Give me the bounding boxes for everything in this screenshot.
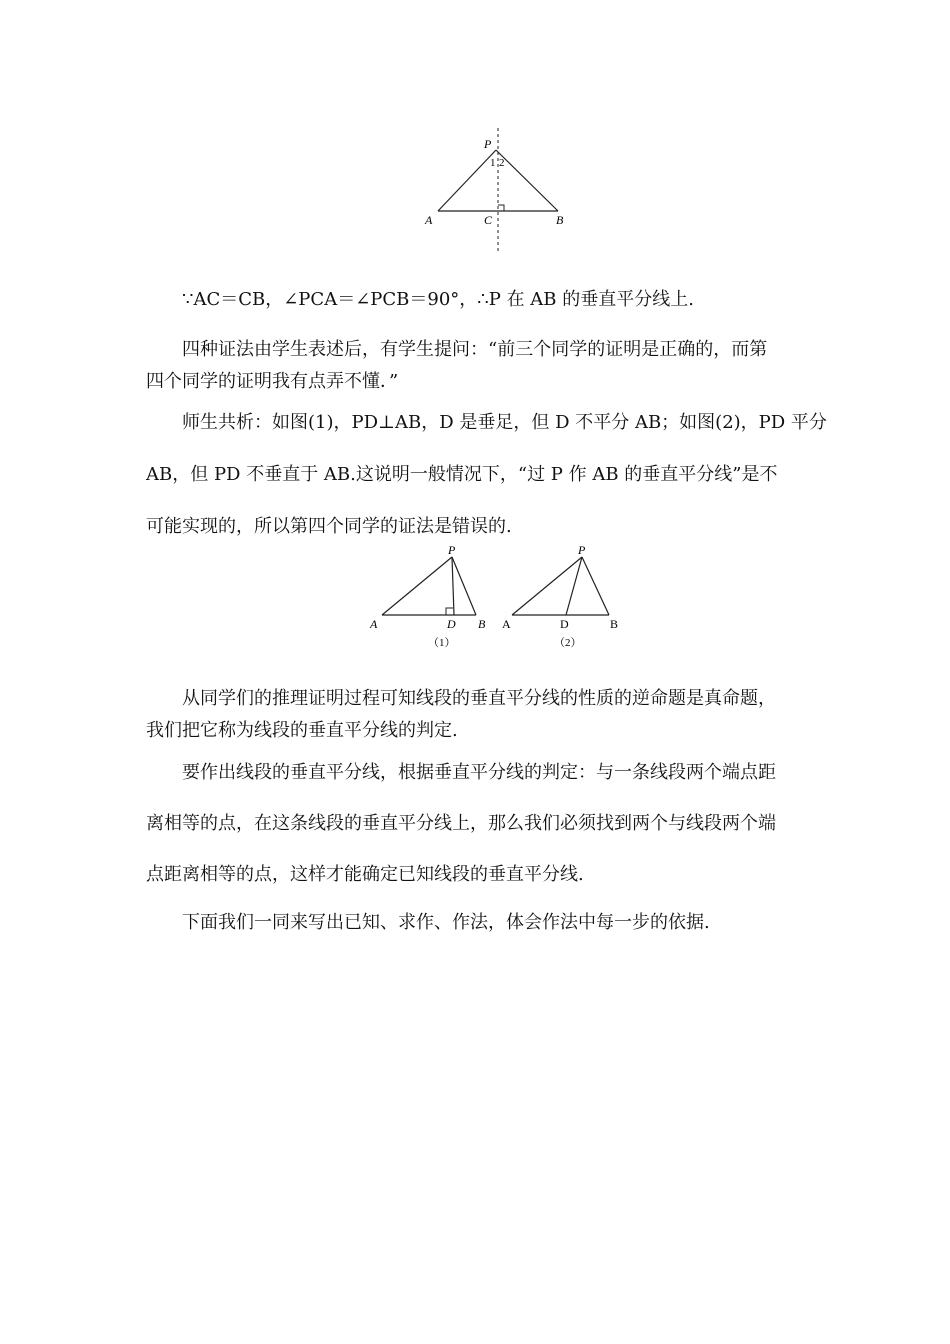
figure-top-svg: [420, 128, 580, 256]
segment-pa: [438, 150, 496, 211]
fig1-segment-pd: [452, 557, 454, 615]
fig1-label-p: P: [448, 543, 456, 557]
text-line: AB，但 PD 不垂直于 AB.这说明一般情况下，“过 P 作 AB 的垂直平分线”是不: [146, 464, 778, 485]
figure-pair-svg: [366, 542, 626, 654]
paragraph-construction-idea: [146, 760, 810, 888]
text-line: 师生共析：如图(1)，PD⊥AB，D 是垂足，但 D 不平分 AB；如图(2)，PD 平分: [182, 412, 827, 433]
fig2-caption: （2）: [554, 637, 582, 649]
text-line: 可能实现的，所以第四个同学的证法是错误的.: [146, 516, 512, 537]
paragraph-converse-theorem: [146, 686, 810, 744]
label-angle-1: 1: [490, 157, 496, 169]
fig1-label-b: B: [478, 617, 486, 631]
fig1-segment-pa: [382, 557, 452, 615]
text-line: 我们把它称为线段的垂直平分线的判定.: [146, 720, 458, 741]
paragraph-student-question: [146, 337, 810, 395]
segment-pb: [496, 150, 558, 211]
fig2-segment-pa: [512, 557, 582, 615]
fig1-segment-pb: [452, 557, 476, 615]
label-angle-2: 2: [499, 157, 505, 169]
text-line: 要作出线段的垂直平分线，根据垂直平分线的判定：与一条线段两个端点距: [182, 762, 776, 783]
label-a: A: [425, 213, 433, 227]
text-line: 四种证法由学生表述后，有学生提问：“前三个同学的证明是正确的，而第: [182, 339, 768, 360]
figure-1: [369, 543, 486, 649]
fig1-label-a: A: [370, 617, 378, 631]
fig2-label-p: P: [578, 543, 586, 557]
text-line: 从同学们的推理证明过程可知线段的垂直平分线的性质的逆命题是真命题，: [182, 688, 776, 709]
fig1-caption: （1）: [428, 637, 456, 649]
figure-perpendicular-bisector: [420, 128, 580, 256]
label-c: C: [484, 213, 493, 227]
text-line: 离相等的点，在这条线段的垂直平分线上，那么我们必须找到两个与线段两个端: [146, 813, 776, 834]
text-line: 四个同学的证明我有点弄不懂．”: [146, 371, 399, 392]
fig2-label-b: B: [610, 617, 619, 631]
label-b: B: [556, 213, 564, 227]
fig2-label-a: A: [502, 617, 511, 631]
fig1-right-angle-mark: [446, 608, 453, 615]
figure-pair: [366, 542, 626, 654]
paragraph-next-step: [146, 910, 810, 936]
fig2-segment-pb: [582, 557, 609, 615]
paragraph-conclusion: [146, 287, 810, 313]
figure-2: [502, 543, 618, 649]
paragraph-analysis: [146, 410, 827, 540]
fig2-segment-pd: [566, 557, 582, 615]
fig1-label-d: D: [447, 617, 456, 631]
text-line: 点距离相等的点，这样才能确定已知线段的垂直平分线.: [146, 864, 584, 885]
right-angle-mark: [498, 205, 504, 211]
text-line: ∵AC＝CB，∠PCA＝∠PCB＝90°，∴P 在 AB 的垂直平分线上.: [182, 289, 694, 310]
fig2-label-d: D: [560, 617, 569, 631]
text-line: 下面我们一同来写出已知、求作、作法，体会作法中每一步的依据.: [182, 912, 710, 933]
label-p: P: [484, 137, 492, 151]
